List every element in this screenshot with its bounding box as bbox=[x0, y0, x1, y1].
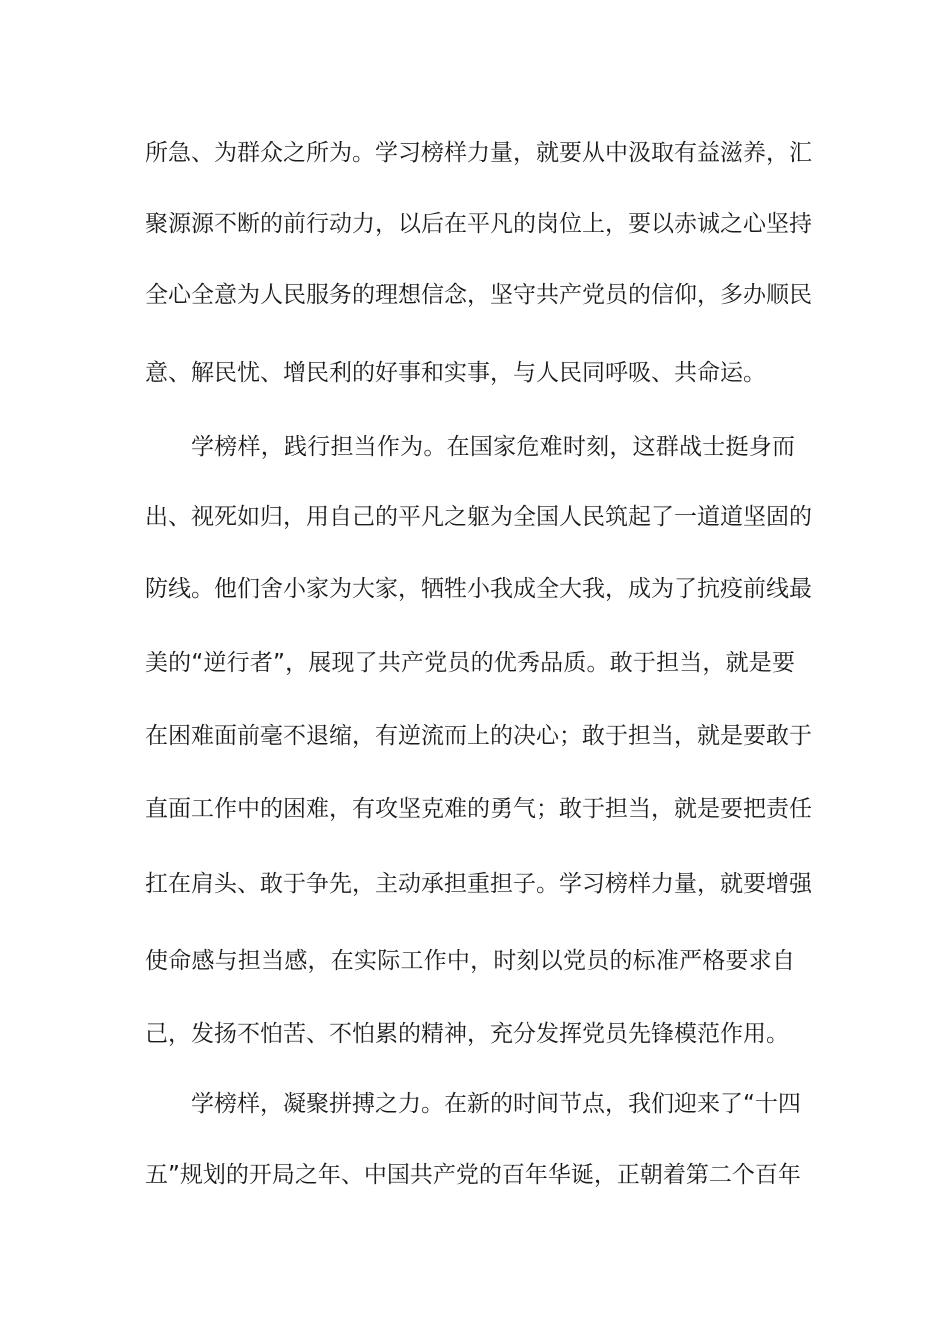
text-line: 在困难面前毫不退缩，有逆流而上的决心；敢于担当，就是要敢于 bbox=[145, 723, 812, 749]
text-line: 美的“逆行者”，展现了共产党员的优秀品质。敢于担当，就是要 bbox=[145, 650, 795, 676]
paragraph-first-line: 学榜样，凝聚拼搏之力。在新的时间节点，我们迎来了“十四 bbox=[191, 1091, 801, 1117]
text-line: 防线。他们舍小家为大家，牺牲小我成全大我，成为了抗疫前线最 bbox=[145, 576, 812, 602]
text-line: 扛在肩头、敢于争先，主动承担重担子。学习榜样力量，就要增强 bbox=[145, 871, 812, 897]
text-line: 所急、为群众之所为。学习榜样力量，就要从中汲取有益滋养，汇 bbox=[145, 140, 812, 166]
text-line: 己，发扬不怕苦、不怕累的精神，充分发挥党员先锋模范作用。 bbox=[145, 1021, 789, 1047]
text-line: 出、视死如归，用自己的平凡之躯为全国人民筑起了一道道坚固的 bbox=[145, 504, 812, 530]
text-line: 五”规划的开局之年、中国共产党的百年华诞，正朝着第二个百年 bbox=[145, 1162, 801, 1188]
text-line: 直面工作中的困难，有攻坚克难的勇气；敢于担当，就是要把责任 bbox=[145, 796, 812, 822]
text-line: 全心全意为人民服务的理想信念，坚守共产党员的信仰，多办顺民 bbox=[145, 282, 812, 308]
text-line: 聚源源不断的前行动力，以后在平凡的岗位上，要以赤诚之心坚持 bbox=[145, 211, 812, 237]
paragraph-first-line: 学榜样，践行担当作为。在国家危难时刻，这群战士挺身而 bbox=[191, 434, 795, 460]
text-line: 意、解民忧、增民利的好事和实事，与人民同呼吸、共命运。 bbox=[145, 360, 766, 386]
text-line: 使命感与担当感，在实际工作中，时刻以党员的标准严格要求自 bbox=[145, 948, 795, 974]
